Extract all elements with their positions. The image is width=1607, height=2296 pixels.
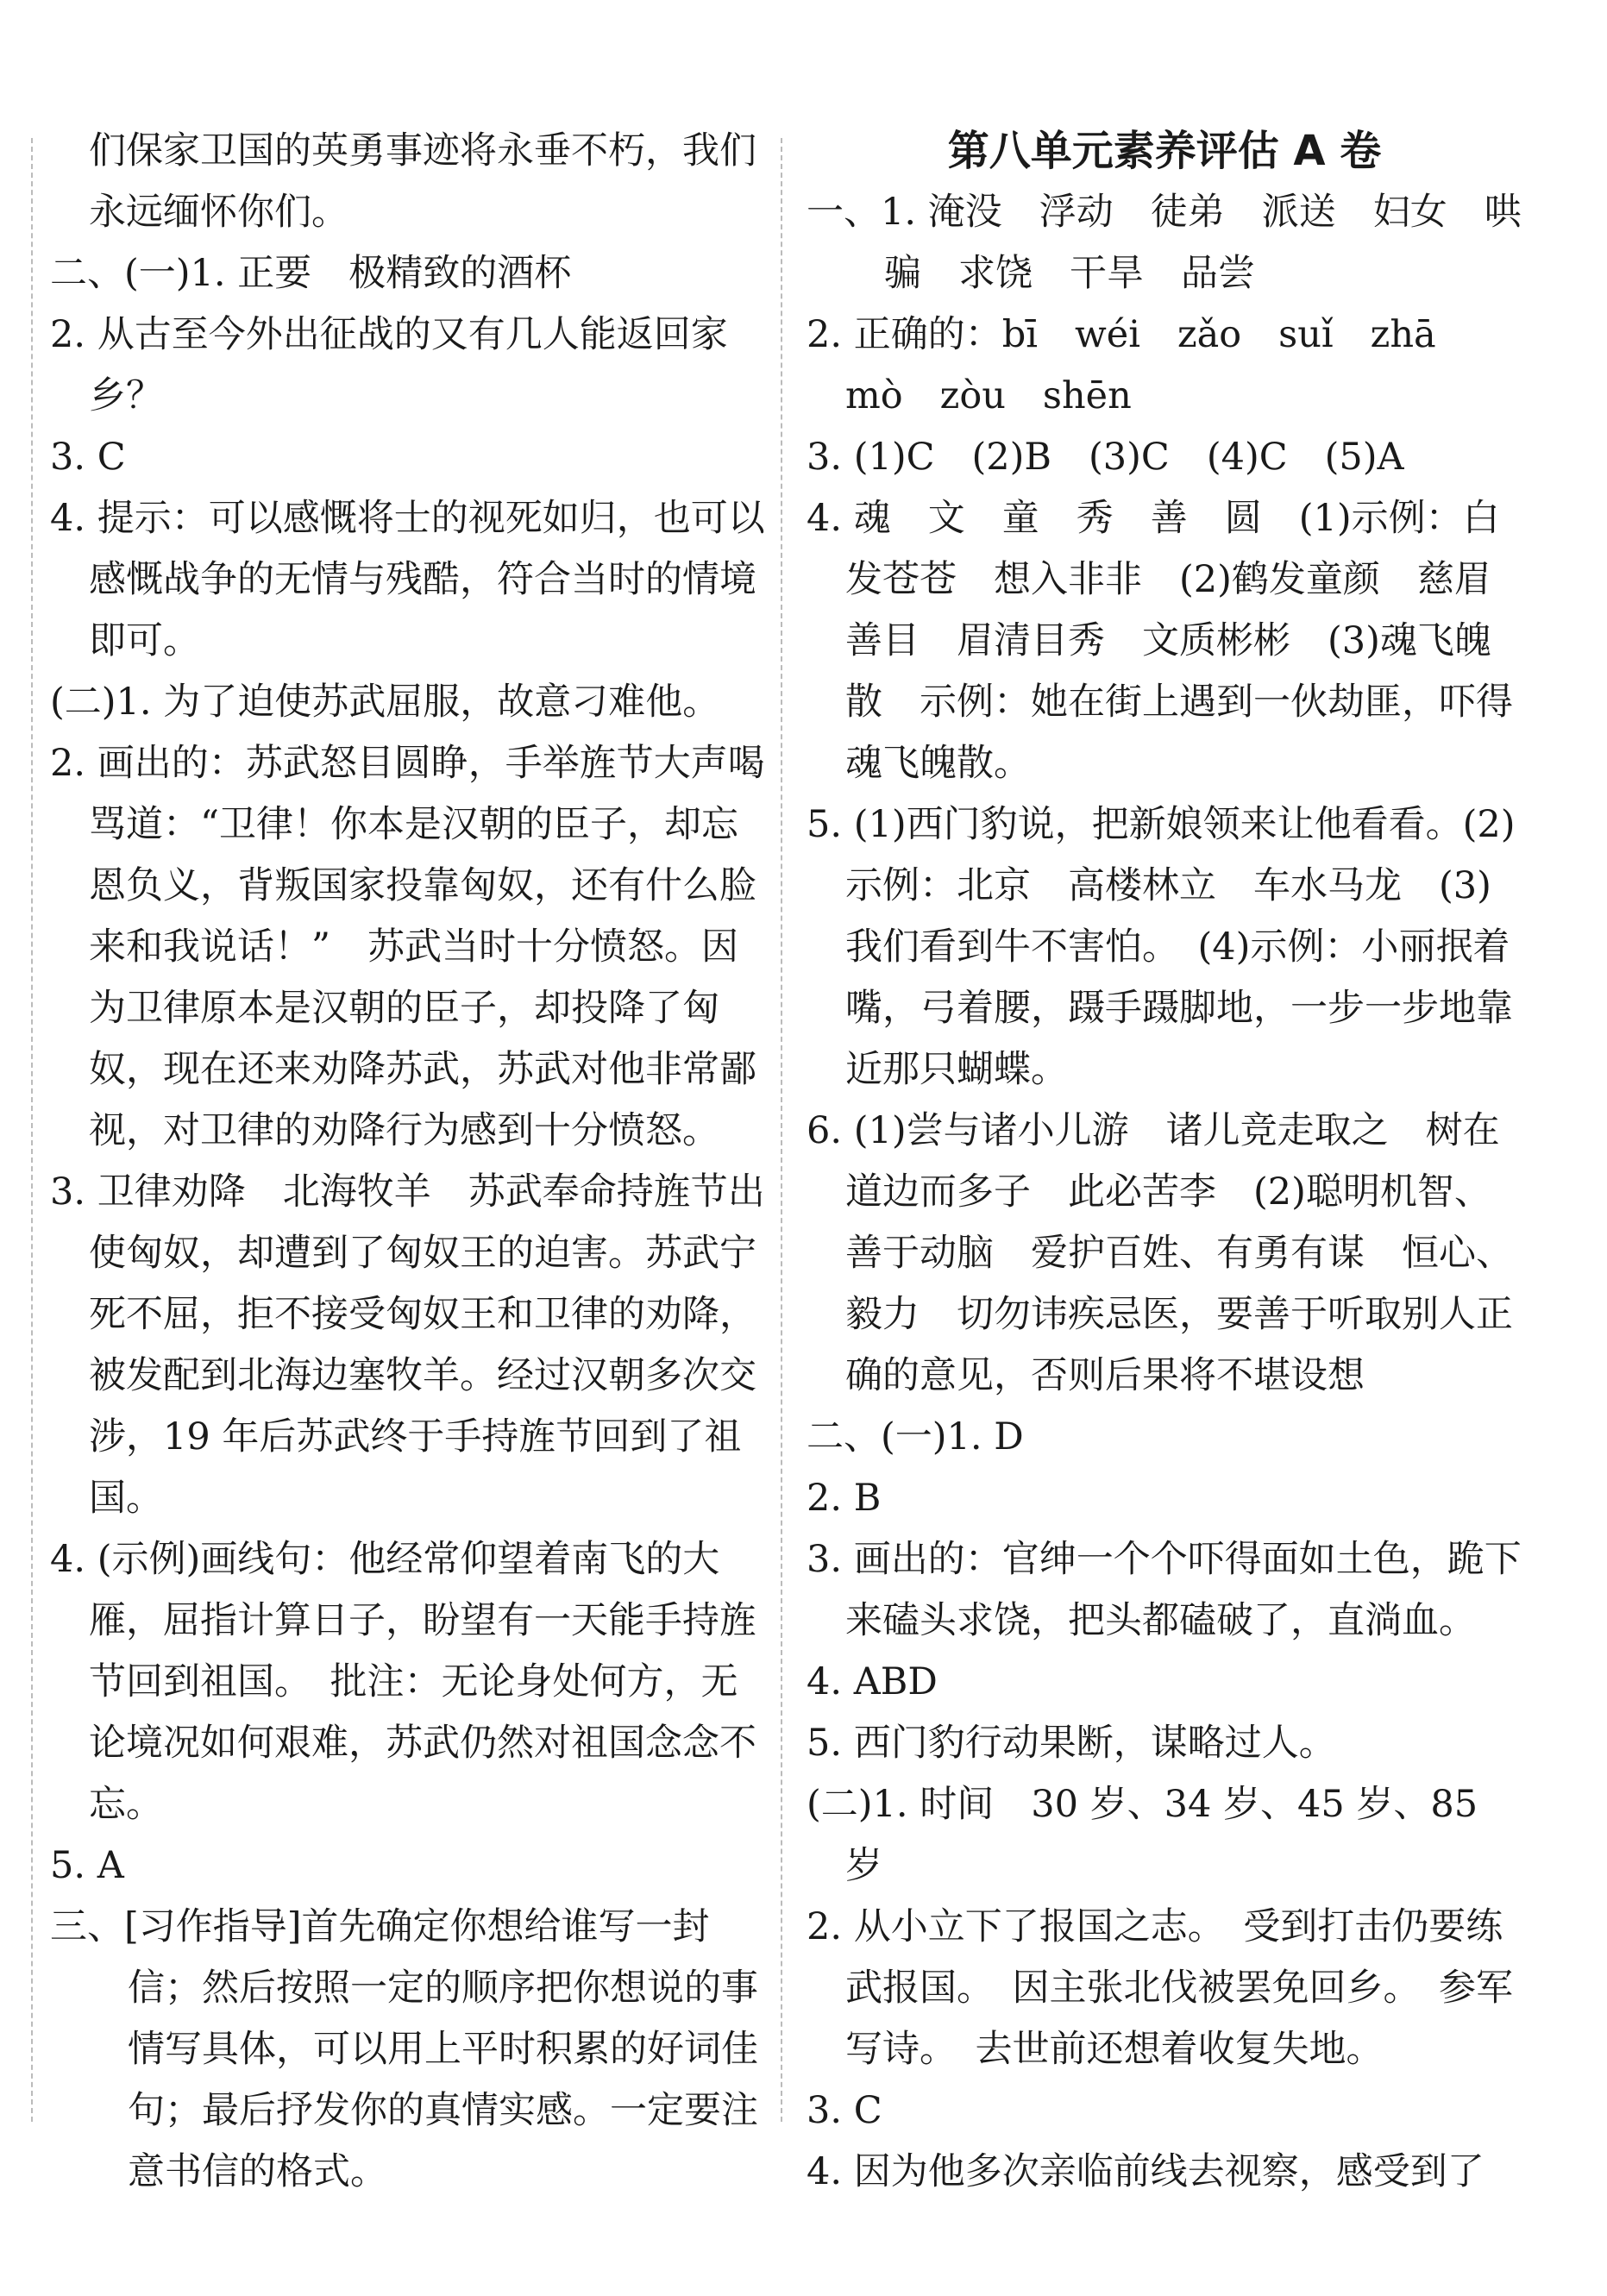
answer-line: (二)1. 时间 30 岁、34 岁、45 岁、85 岁 bbox=[807, 1783, 1490, 1887]
answer-line: 2. 画出的：苏武怒目圆睁，手举旌节大声喝骂道：“卫律！你本是汉朝的臣子，却忘恩负义，背叛国家投靠匈奴，还有什么脸来和我说话！” 苏武当时十分愤怒。因为卫律原本是汉朝的臣子，却投降了匈奴，现在还来劝降苏武，苏武对他非常鄙视，对卫律的劝降行为感到十分愤怒。 bbox=[50, 742, 765, 1152]
answer-line: 4. 魂 文 童 秀 善 圆 (1)示例：白发苍苍 想入非非 (2)鹤发童颜 慈眉善目 眉清目秀 文质彬彬 (3)魂飞魄散 示例：她在街上遇到一伙劫匪，吓得魂飞魄散。 bbox=[807, 497, 1513, 785]
answer-line: 5. A bbox=[50, 1844, 124, 1887]
answer-line: 3. (1)C (2)B (3)C (4)C (5)A bbox=[807, 436, 1404, 479]
answer-line: 5. (1)西门豹说，把新娘领来让他看看。(2)示例：北京 高楼林立 车水马龙 (3)我们看到牛不害怕。 (4)示例：小丽抿着嘴，弓着腰，蹑手蹑脚地，一步一步地靠近那只蝴蝶。 bbox=[807, 803, 1516, 1091]
answer-line: 3. C bbox=[807, 2089, 882, 2132]
answer-line: 们保家卫国的英勇事迹将永垂不朽，我们永远缅怀你们。 bbox=[89, 129, 756, 234]
section-title: 第八单元素养评估 A 卷 bbox=[947, 127, 1382, 175]
column-divider bbox=[781, 138, 782, 2122]
answer-line: 二、(一)1. 正要 极精致的酒杯 bbox=[50, 252, 572, 295]
right-column bbox=[807, 182, 1522, 2203]
answer-line: 4. 提示：可以感慨将士的视死如归，也可以感慨战争的无情与残酷，符合当时的情境即可。 bbox=[50, 497, 765, 662]
answer-line: 2. B bbox=[807, 1477, 882, 1520]
answer-line: 3. 画出的：官绅一个个吓得面如土色，跪下来磕头求饶，把头都磕破了，直淌血。 bbox=[807, 1538, 1522, 1642]
answer-line: 6. (1)尝与诸小儿游 诸儿竞走取之 树在道边而多子 此必苦李 (2)聪明机智、善于动脑 爱护百姓、有勇有谋 恒心、毅力 切勿讳疾忌医，要善于听取别人正确的意见，否则后果将不堪设想 bbox=[807, 1109, 1513, 1397]
answer-line: 2. 从小立下了报国之志。 受到打击仍要练武报国。 因主张北伐被罢免回乡。 参军写诗。 去世前还想着收复失地。 bbox=[807, 1905, 1513, 2071]
answer-line: 2. 正确的：bī wéi zǎo suǐ zhā mò zòu shēn bbox=[807, 313, 1473, 417]
answer-line: 2. 从古至今外出征战的又有几人能返回家乡？ bbox=[50, 313, 728, 417]
answer-line: 3. 卫律劝降 北海牧羊 苏武奉命持旌节出使匈奴，却遭到了匈奴王的迫害。苏武宁死不屈，拒不接受匈奴王和卫律的劝降，被发配到北海边塞牧羊。经过汉朝多次交涉，19 年后苏武终于手持旌节回到了祖国。 bbox=[50, 1170, 765, 1520]
answer-line: 三、[习作指导]首先确定你想给谁写一封信；然后按照一定的顺序把你想说的事情写具体，可以用上平时积累的好词佳句；最后抒发你的真情实感。一定要注意书信的格式。 bbox=[50, 1905, 758, 2193]
answer-line: 一、1. 淹没 浮动 徒弟 派送 妇女 哄骗 求饶 干旱 品尝 bbox=[807, 191, 1522, 295]
answer-line: (二)1. 为了迫使苏武屈服，故意刁难他。 bbox=[50, 681, 720, 724]
answer-line: 4. ABD bbox=[807, 1660, 938, 1703]
left-column bbox=[50, 121, 766, 2203]
left-margin-divider bbox=[31, 138, 33, 2122]
answer-line: 5. 西门豹行动果断，谋略过人。 bbox=[807, 1722, 1336, 1765]
answer-line: 二、(一)1. D bbox=[807, 1415, 1024, 1459]
answer-line: 4. 因为他多次亲临前线去视察，感受到了 bbox=[807, 2150, 1485, 2193]
answer-line: 4. (示例)画线句：他经常仰望着南飞的大雁，屈指计算日子，盼望有一天能手持旌节回到祖国。 批注：无论身处何方，无论境况如何艰难，苏武仍然对祖国念念不忘。 bbox=[50, 1538, 756, 1826]
answer-line: 3. C bbox=[50, 436, 126, 479]
